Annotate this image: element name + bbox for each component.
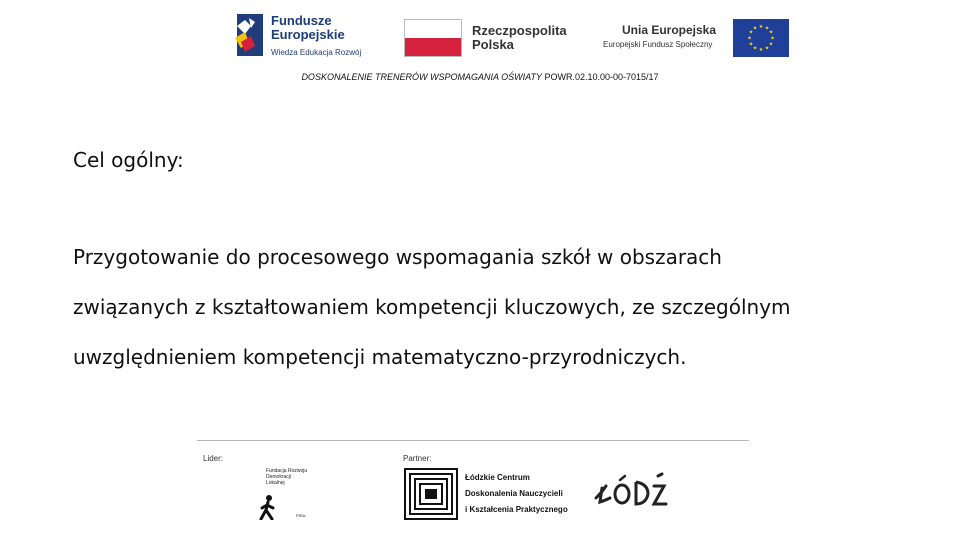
svg-text:★: ★ <box>752 45 758 52</box>
svg-text:★: ★ <box>748 41 754 48</box>
ldc-logo-text <box>465 470 568 518</box>
goal-description <box>73 232 933 382</box>
poland-flag-icon <box>404 19 462 57</box>
poland-logo-line2: Polska <box>472 37 514 52</box>
svg-text:★: ★ <box>748 29 754 36</box>
frdl-logo-line3: Lokalnej <box>266 480 285 486</box>
frdl-logo-line2: Demokracji <box>266 474 292 480</box>
frdl-logo-line4: FRDL <box>296 513 307 518</box>
svg-text:★: ★ <box>758 24 764 30</box>
ldc-logo-line2: Doskonalenia Nauczycieli <box>465 489 563 498</box>
goal-line-1: Przygotowanie do procesowego wspomagania szkół w obszarach <box>73 245 722 269</box>
section-heading: Cel ogólny: <box>73 148 184 172</box>
eu-flag-icon <box>733 19 789 57</box>
fe-logo-tagline: Wiedza Edukacja Rozwój <box>271 48 362 57</box>
goal-line-2: związanych z kształtowaniem kompetencji kluczowych, ze szczególnym <box>73 295 791 319</box>
ldc-square-logo-icon <box>404 468 458 520</box>
svg-text:★: ★ <box>768 41 774 48</box>
project-title-line <box>0 72 960 82</box>
svg-text:★: ★ <box>764 45 770 52</box>
poland-logo-line1: Rzeczpospolita <box>472 23 567 38</box>
fe-logo-line1: Fundusze <box>271 13 332 28</box>
ldc-logo-line1: Łódzkie Centrum <box>465 473 530 482</box>
svg-text:★: ★ <box>747 35 752 42</box>
svg-text:★: ★ <box>768 29 774 36</box>
goal-line-3: uwzględnieniem kompetencji matematyczno-przyrodniczych. <box>73 345 687 369</box>
fe-logo-line2: Europejskie <box>271 27 345 42</box>
svg-text:★: ★ <box>764 25 770 32</box>
project-code: POWR.02.10.00-00-7015/17 <box>541 72 659 82</box>
lider-label: Lider: <box>203 454 224 463</box>
svg-text:★: ★ <box>770 35 775 42</box>
fe-star-mark-icon <box>233 12 265 58</box>
project-title: DOSKONALENIE TRENERÓW WSPOMAGANIA OŚWIATY <box>301 72 542 82</box>
walking-figure-icon <box>258 494 278 520</box>
partner-label: Partner: <box>403 454 432 463</box>
footer-divider <box>197 440 749 441</box>
svg-text:★: ★ <box>758 47 764 53</box>
ldc-logo-line3: i Kształcenia Praktycznego <box>465 505 568 514</box>
lodz-city-logo-icon <box>594 472 668 512</box>
svg-text:★: ★ <box>752 25 758 32</box>
eu-logo-line1: Unia Europejska <box>622 23 717 37</box>
eu-logo-line2: Europejski Fundusz Społeczny <box>603 40 713 49</box>
frdl-logo <box>256 466 320 522</box>
frdl-logo-line1: Fundacja Rozwoju <box>266 468 308 474</box>
fundusze-europejskie-logo <box>233 12 373 62</box>
